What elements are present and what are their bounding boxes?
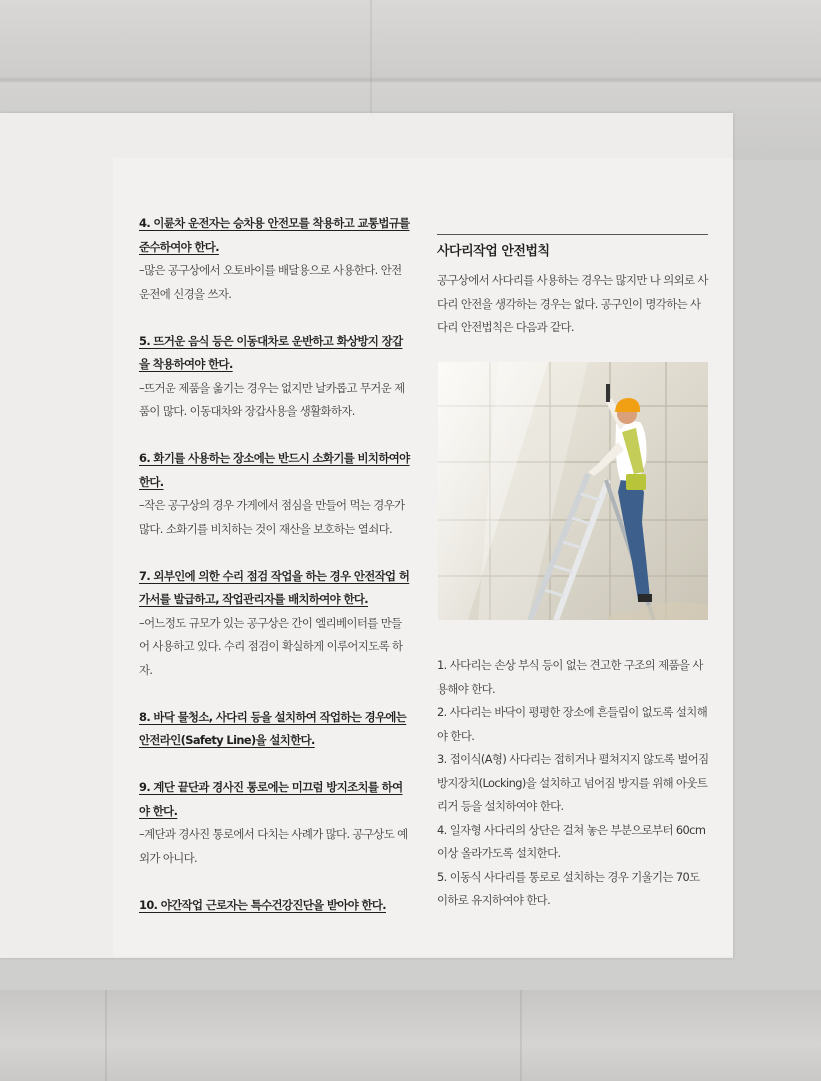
item-body: –뜨거운 제품을 옮기는 경우는 없지만 날카롭고 무거운 제품이 많다. 이동대차와 장갑사용을 생활화하자. <box>139 380 405 418</box>
rule-item-9 <box>139 776 411 870</box>
item-title: 5. 뜨거운 음식 등은 이동대차로 운반하고 화상방지 장갑을 착용하여야 한다. <box>139 333 403 371</box>
list-item: 4. 일자형 사다리의 상단은 걸쳐 놓은 부분으로부터 60cm 이상 올라가도록 설치한다. <box>437 822 706 860</box>
item-body: –계단과 경사진 통로에서 다치는 사례가 많다. 공구상도 예외가 아니다. <box>139 827 408 865</box>
ladder-worker-photo <box>438 362 708 620</box>
rule-item-10 <box>139 894 411 918</box>
item-body: –어느정도 규모가 있는 공구상은 간이 엘리베이터를 만들어 사용하고 있다. 수리 점검이 확실하게 이루어지도록 하자. <box>139 615 403 677</box>
section-title: 사다리작업 안전법칙 <box>437 244 550 259</box>
item-title: 6. 화기를 사용하는 장소에는 반드시 소화기를 비치하여야 한다. <box>139 451 410 489</box>
item-body: –작은 공구상의 경우 가게에서 점심을 만들어 먹는 경우가 많다. 소화기를 비치하는 것이 재산을 보호하는 열쇠다. <box>139 498 405 536</box>
rule-item-7 <box>139 565 411 683</box>
rule-item-4 <box>139 212 411 306</box>
ladder-worker-illustration <box>438 362 708 620</box>
list-item: 5. 이동식 사다리를 통로로 설치하는 경우 기울기는 70도 이하로 유지하여야 한다. <box>437 869 700 907</box>
background-tiles-bottom <box>0 990 821 1081</box>
right-column <box>437 234 708 340</box>
left-column <box>139 212 411 941</box>
item-body: –많은 공구상에서 오토바이를 배달용으로 사용한다. 안전운전에 신경을 쓰자. <box>139 263 402 301</box>
section-divider <box>437 234 708 235</box>
ladder-rules-list <box>437 654 712 913</box>
item-title: 9. 계단 끝단과 경사진 통로에는 미끄럼 방지조치를 하여야 한다. <box>139 780 403 818</box>
rule-item-5 <box>139 330 411 424</box>
list-item: 2. 사다리는 바닥이 평평한 장소에 흔들림이 없도록 설치해야 한다. <box>437 705 708 743</box>
item-title: 4. 이륜차 운전자는 승차용 안전모를 착용하고 교통법규를 준수하여야 한다. <box>139 216 410 254</box>
item-title: 7. 외부인에 의한 수리 점검 작업을 하는 경우 안전작업 허가서를 발급하고, 작업관리자를 배치하여야 한다. <box>139 568 410 606</box>
rule-item-8 <box>139 706 411 753</box>
item-title: 10. 야간작업 근로자는 특수건강진단을 받아야 한다. <box>139 897 387 912</box>
list-item: 1. 사다리는 손상 부식 등이 없는 견고한 구조의 제품을 사용해야 한다. <box>437 658 703 696</box>
item-title: 8. 바닥 물청소, 사다리 등을 설치하여 작업하는 경우에는 안전라인(Safety Line)을 설치한다. <box>139 709 407 747</box>
rule-item-6 <box>139 447 411 541</box>
list-item: 3. 접이식(A형) 사다리는 접히거나 펼쳐지지 않도록 벌어짐 방지장치(Locking)을 설치하고 넘어짐 방지를 위해 아웃트리거 등을 설치하여야 한다. <box>437 752 709 813</box>
section-intro: 공구상에서 사다리를 사용하는 경우는 많지만 나 의외로 사다리 안전을 생각하는 경우는 없다. 공구인이 명각하는 사다리 안전법칙은 다음과 같다. <box>437 273 708 334</box>
